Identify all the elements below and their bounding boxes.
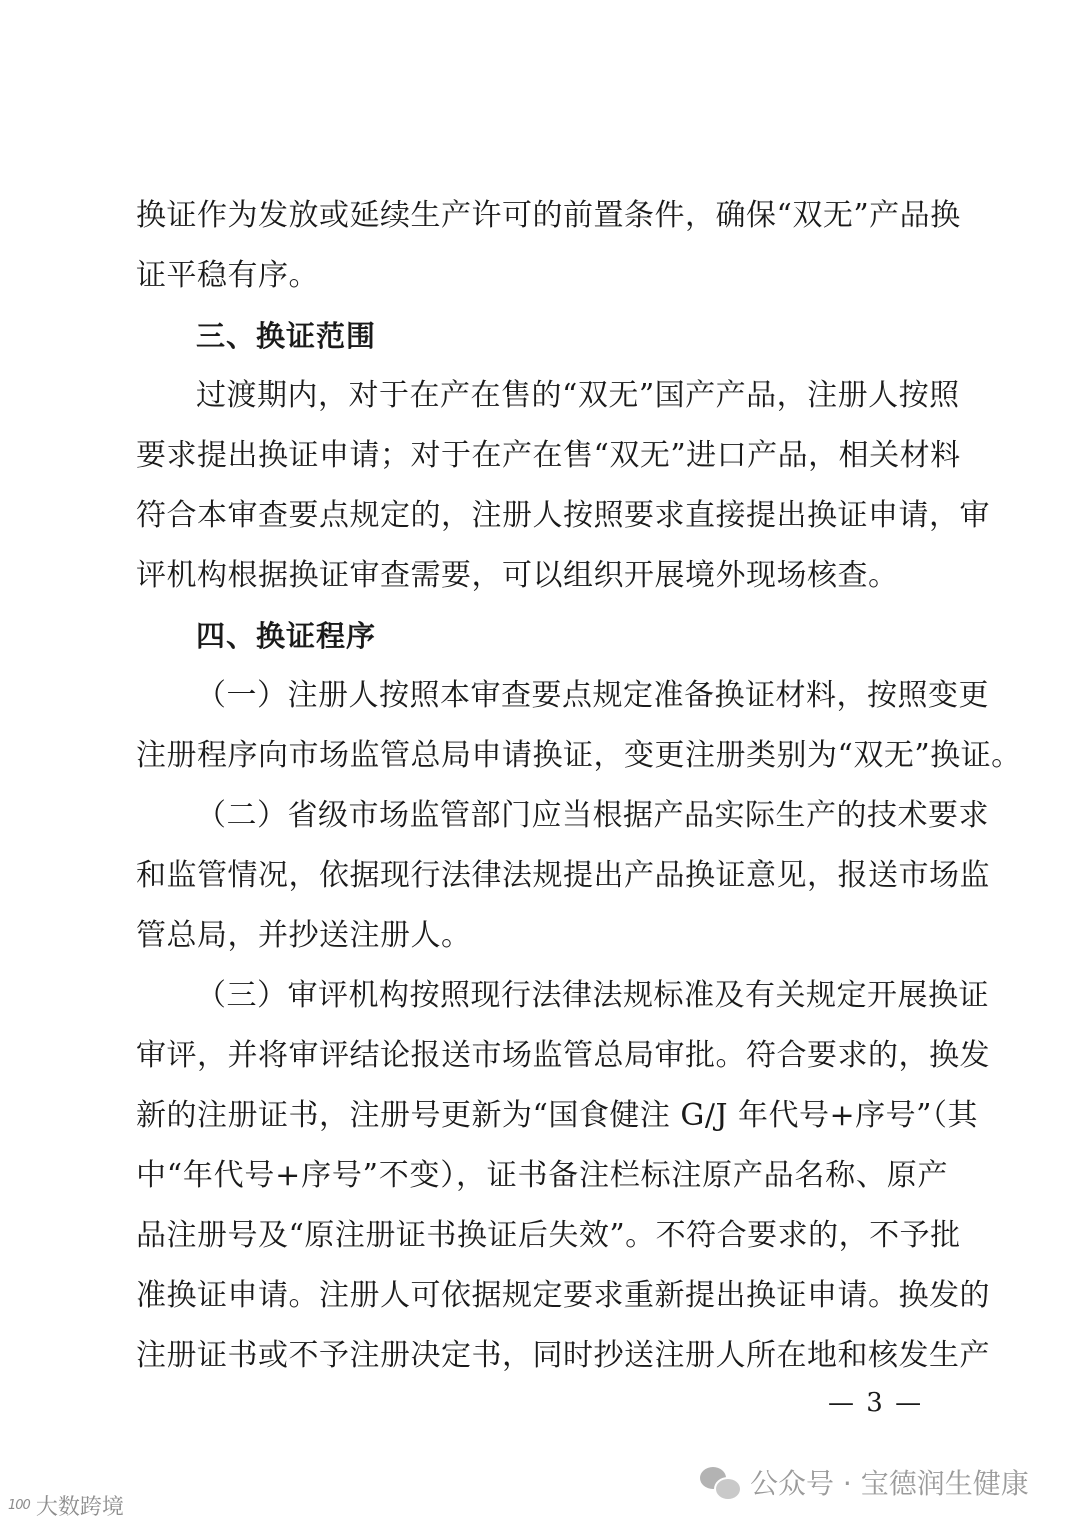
paragraph-line: 符合本审查要点规定的，注册人按照要求直接提出换证申请，审	[136, 498, 990, 533]
paragraph-line: 过渡期内，对于在产在售的“双无”国产产品，注册人按照	[196, 378, 960, 413]
corner-logo: 100	[8, 1497, 30, 1513]
paragraph-line: 注册程序向市场监管总局申请换证，变更注册类别为“双无”换证。	[136, 738, 1022, 773]
paragraph-line: 评机构根据换证审查需要，可以组织开展境外现场核查。	[136, 558, 899, 593]
paragraph-line: 证平稳有序。	[136, 258, 319, 293]
paragraph-line: 准换证申请。注册人可依据规定要求重新提出换证申请。换发的	[136, 1278, 990, 1313]
watermark-text: 公众号 · 宝德润生健康	[750, 1467, 1029, 1500]
paragraph-line: （一）注册人按照本审查要点规定准备换证材料，按照变更	[196, 678, 989, 713]
corner-text: 大数跨境	[35, 1494, 124, 1520]
page-number: — 3 —	[828, 1388, 924, 1418]
paragraph-line: 换证作为发放或延续生产许可的前置条件，确保“双无”产品换	[136, 198, 961, 233]
paragraph-line: 和监管情况，依据现行法律法规提出产品换证意见，报送市场监	[136, 858, 990, 893]
wechat-watermark	[700, 1462, 1029, 1502]
paragraph-line: （三）审评机构按照现行法律法规标准及有关规定开展换证	[196, 978, 989, 1013]
paragraph-line: 中“年代号+序号”不变），证书备注栏标注原产品名称、原产	[136, 1158, 948, 1193]
wechat-icon	[700, 1465, 740, 1499]
paragraph-line: 审评，并将审评结论报送市场监管总局审批。符合要求的，换发	[136, 1038, 990, 1073]
paragraph-line: 品注册号及“原注册证书换证后失效”。不符合要求的，不予批	[136, 1218, 961, 1253]
paragraph-line: 注册证书或不予注册决定书，同时抄送注册人所在地和核发生产	[136, 1338, 990, 1373]
paragraph-line: 新的注册证书，注册号更新为“国食健注 G/J 年代号+序号”（其	[136, 1098, 978, 1133]
section-heading-scope: 三、换证范围	[196, 319, 377, 353]
corner-watermark	[8, 1490, 124, 1520]
paragraph-line: 管总局，并抄送注册人。	[136, 918, 472, 953]
paragraph-line: 要求提出换证申请；对于在产在售“双无”进口产品，相关材料	[136, 438, 961, 473]
section-heading-procedure: 四、换证程序	[196, 619, 377, 653]
paragraph-line: （二）省级市场监管部门应当根据产品实际生产的技术要求	[196, 798, 989, 833]
